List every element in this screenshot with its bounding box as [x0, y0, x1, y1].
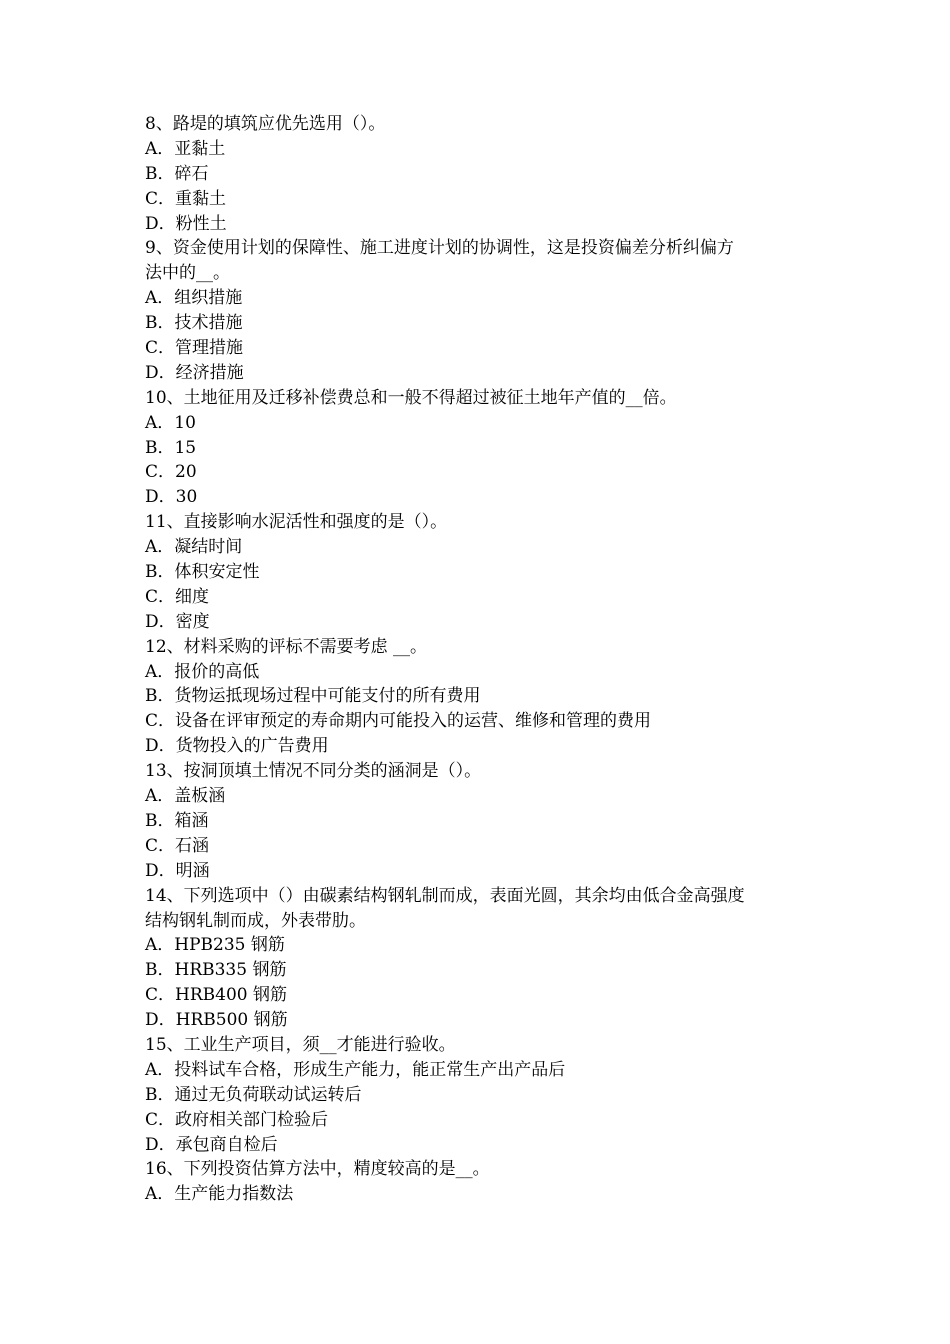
- question-12-option-b: B．货物运抵现场过程中可能支付的所有费用: [145, 686, 481, 707]
- question-13-option-c: C．石涵: [145, 835, 210, 856]
- question-16-option-a: A．生产能力指数法: [145, 1184, 294, 1205]
- question-9-stem-line-2: 法中的__。: [145, 263, 230, 284]
- question-14-option-c: C．HRB400 钢筋: [145, 985, 287, 1006]
- question-12-option-d: D．货物投入的广告费用: [145, 736, 329, 757]
- question-8-stem: 8、路堤的填筑应优先选用（）。: [145, 114, 386, 134]
- question-11-stem: 11、直接影响水泥活性和强度的是（）。: [145, 512, 448, 533]
- document-page: [145, 112, 815, 1207]
- question-14-option-a: A．HPB235 钢筋: [145, 935, 285, 956]
- question-10-stem: 10、土地征用及迁移补偿费总和一般不得超过被征土地年产值的__倍。: [145, 387, 677, 408]
- question-13-stem: 13、按洞顶填土情况不同分类的涵洞是（）。: [145, 761, 482, 782]
- question-15-option-d: D．承包商自检后: [145, 1134, 278, 1155]
- question-15-option-c: C．政府相关部门检验后: [145, 1109, 329, 1130]
- question-14-option-b: B．HRB335 钢筋: [145, 960, 287, 981]
- question-9-option-c: C．管理措施: [145, 338, 244, 359]
- question-10-option-b: B．15: [145, 437, 197, 458]
- question-9-option-a: A．组织措施: [145, 288, 243, 309]
- question-10-option-c: C．20: [145, 462, 197, 483]
- question-12-stem: 12、材料采购的评标不需要考虑 __。: [145, 636, 428, 657]
- question-13-option-b: B．箱涵: [145, 810, 209, 831]
- question-15-option-b: B．通过无负荷联动试运转后: [145, 1084, 362, 1105]
- question-13-option-a: A．盖板涵: [145, 786, 226, 807]
- question-8-option-c: C．重黏土: [145, 188, 227, 209]
- question-11-option-c: C．细度: [145, 586, 210, 607]
- question-8-option-a: A．亚黏土: [145, 138, 226, 159]
- question-16-stem: 16、下列投资估算方法中，精度较高的是__。: [145, 1159, 490, 1180]
- question-8-option-d: D．粉性土: [145, 213, 227, 234]
- question-10-option-a: A．10: [145, 412, 196, 433]
- question-9-option-b: B．技术措施: [145, 313, 243, 334]
- question-14-stem-line-1: 14、下列选项中（）由碳素结构钢轧制而成，表面光圆，其余均由低合金高强度: [145, 885, 745, 906]
- question-11-option-b: B．体积安定性: [145, 562, 260, 583]
- question-11-option-d: D．密度: [145, 611, 210, 632]
- question-12-option-a: A．报价的高低: [145, 661, 260, 682]
- question-9-option-d: D．经济措施: [145, 362, 244, 383]
- question-9-stem-line-1: 9、资金使用计划的保障性、施工进度计划的协调性，这是投资偏差分析纠偏方: [145, 238, 734, 259]
- question-15-stem: 15、工业生产项目，须__才能进行验收。: [145, 1034, 456, 1055]
- question-14-option-d: D．HRB500 钢筋: [145, 1010, 288, 1031]
- question-11-option-a: A．凝结时间: [145, 537, 243, 558]
- question-15-option-a: A．投料试车合格，形成生产能力，能正常生产出产品后: [145, 1059, 566, 1080]
- question-14-stem-line-2: 结构钢轧制而成，外表带肋。: [145, 910, 366, 931]
- question-12-option-c: C．设备在评审预定的寿命期内可能投入的运营、维修和管理的费用: [145, 711, 652, 732]
- question-10-option-d: D．30: [145, 487, 198, 508]
- question-13-option-d: D．明涵: [145, 860, 210, 881]
- question-8-option-b: B．碎石: [145, 163, 209, 184]
